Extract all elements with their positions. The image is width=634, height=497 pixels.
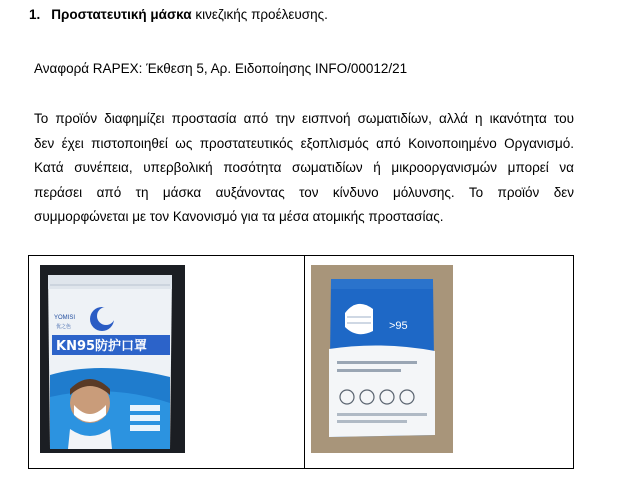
paragraph-line: συμμορφώνεται με τον Κανονισμό για τα μέσα ατομικής προστασίας. xyxy=(34,209,444,224)
description-paragraph xyxy=(34,107,574,230)
heading-number: 1. xyxy=(29,7,41,22)
brand-cn-text: 优之色 xyxy=(56,324,72,330)
heading-title: Προστατευτική μάσκα xyxy=(51,7,192,22)
paragraph-line: Κατά συνέπεια, υπερβολική ποσότητα σωματιδίων ή μικροοργανισμών μπορεί να xyxy=(34,160,574,175)
paragraph-line: περάσει από τη μάσκα αυξάνοντας τον κίνδυνο μόλυνσης. Το προϊόν δεν xyxy=(34,184,574,200)
rapex-reference: Αναφορά RAPEX: Έκθεση 5, Αρ. Ειδοποίησης INFO/00012/21 xyxy=(34,61,408,76)
mask-package-back-image xyxy=(311,265,453,453)
product-photo-front xyxy=(40,265,185,453)
product-name-text: KN95防护口罩 xyxy=(56,339,148,354)
photo-table xyxy=(28,255,574,469)
mask-package-front-image xyxy=(40,265,185,453)
brand-text: YOMISI xyxy=(54,315,76,321)
paragraph-line: Το προϊόν διαφημίζει προστασία από την εισπνοή σωματιδίων, αλλά η ικανότητα του xyxy=(34,111,574,126)
heading xyxy=(29,7,328,22)
product-photo-back xyxy=(311,265,453,453)
filter-rating-text: >95 xyxy=(389,320,408,332)
paragraph-line: δεν έχει πιστοποιηθεί ως προστατευτικός εξοπλισμός από Κοινοποιημένο Οργανισμό. xyxy=(34,135,574,151)
heading-origin: κινεζικής προέλευσης. xyxy=(195,7,328,22)
table-divider xyxy=(304,256,305,468)
